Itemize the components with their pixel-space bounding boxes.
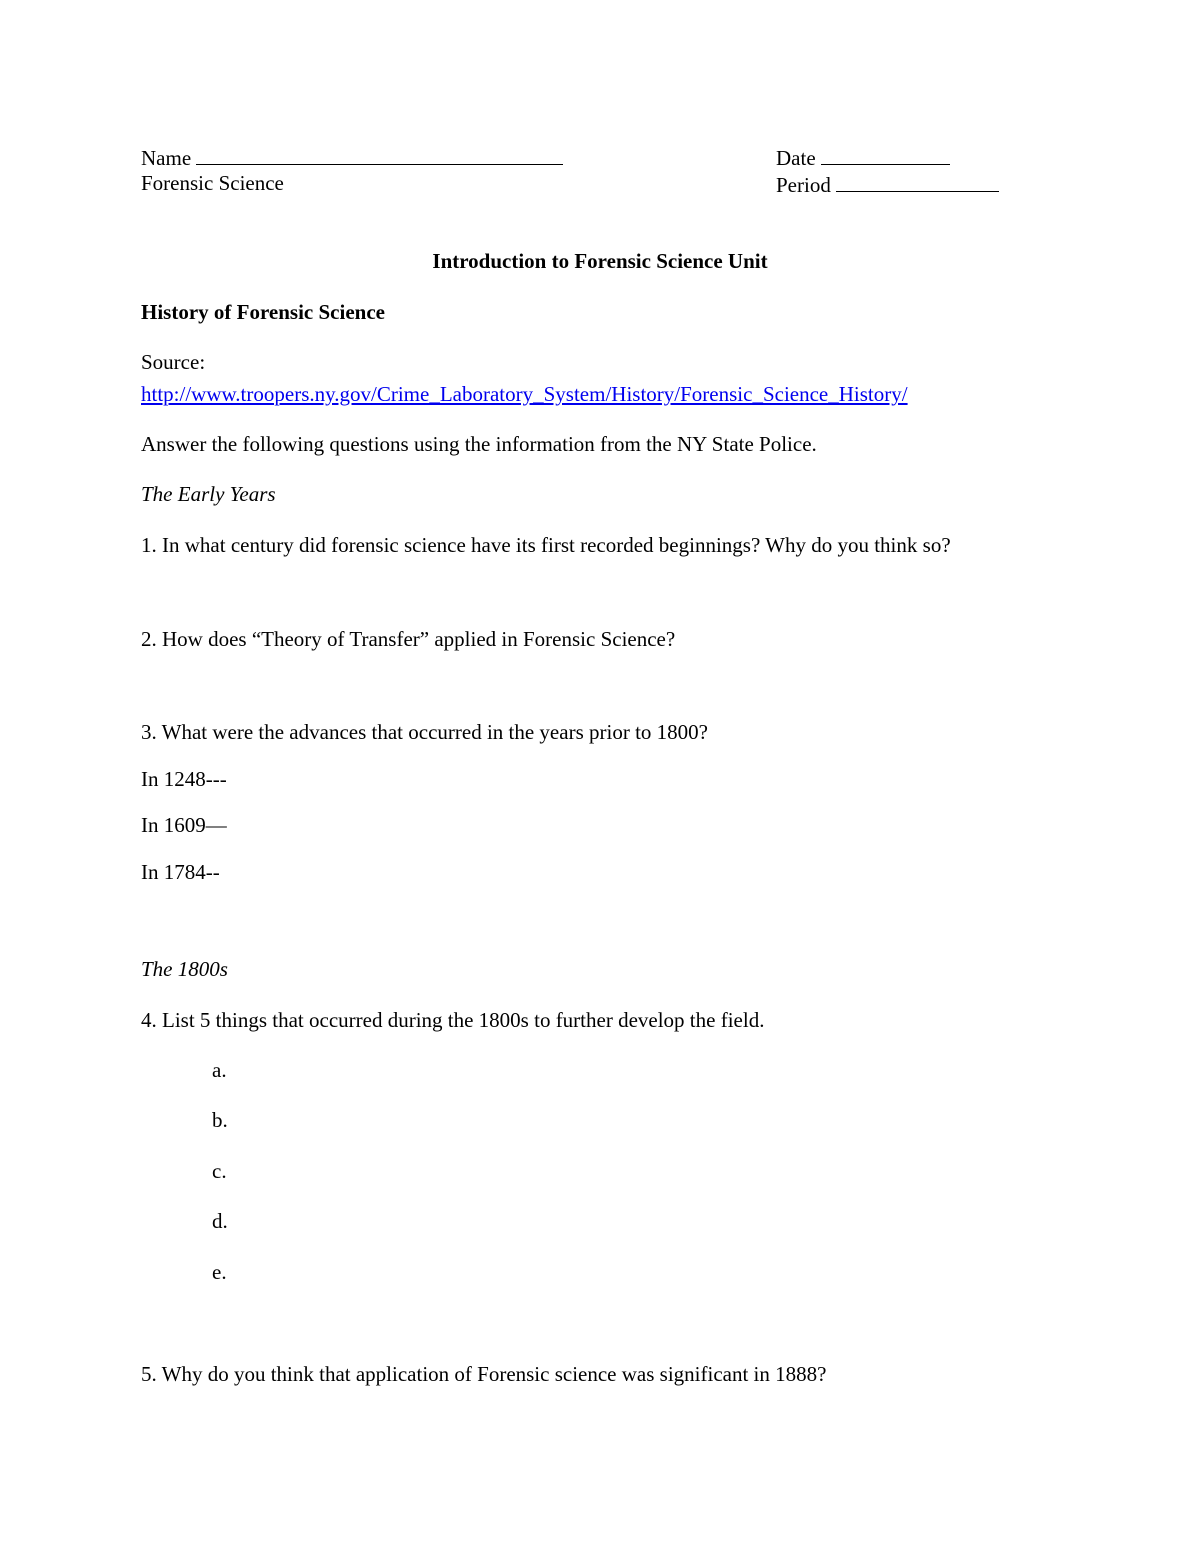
list-item-a: a.	[212, 1058, 227, 1082]
list-item-c: c.	[212, 1159, 227, 1183]
source-link[interactable]: http://www.troopers.ny.gov/Crime_Laboratory_System/History/Forensic_Science_History/	[141, 382, 908, 406]
instructions: Answer the following questions using the information from the NY State Police.	[141, 432, 817, 456]
list-item-b: b.	[212, 1108, 228, 1132]
page-title: Introduction to Forensic Science Unit	[432, 249, 768, 273]
source-label: Source:	[141, 350, 206, 374]
year-1784: In 1784--	[141, 860, 220, 884]
question-1: 1. In what century did forensic science have its first recorded beginnings? Why do you think so?	[141, 533, 951, 557]
name-label: Name	[141, 146, 192, 170]
question-2: 2. How does “Theory of Transfer” applied in Forensic Science?	[141, 627, 676, 651]
question-4: 4. List 5 things that occurred during the 1800s to further develop the field.	[141, 1008, 765, 1032]
1800s-heading: The 1800s	[141, 957, 228, 981]
early-years-heading: The Early Years	[141, 482, 276, 506]
course-label: Forensic Science	[141, 171, 284, 195]
section-title: History of Forensic Science	[141, 300, 385, 324]
period-line	[776, 173, 999, 196]
year-1609: In 1609—	[141, 813, 227, 837]
date-blank[interactable]	[821, 146, 950, 165]
year-1248: In 1248---	[141, 767, 227, 791]
question-5: 5. Why do you think that application of Forensic science was significant in 1888?	[141, 1362, 827, 1386]
list-item-d: d.	[212, 1209, 228, 1233]
name-blank[interactable]	[196, 146, 563, 165]
name-line	[141, 146, 563, 169]
date-line	[776, 146, 950, 169]
period-blank[interactable]	[836, 173, 999, 192]
list-item-e: e.	[212, 1260, 227, 1284]
date-label: Date	[776, 146, 816, 170]
period-label: Period	[776, 173, 831, 197]
question-3: 3. What were the advances that occurred in the years prior to 1800?	[141, 720, 708, 744]
